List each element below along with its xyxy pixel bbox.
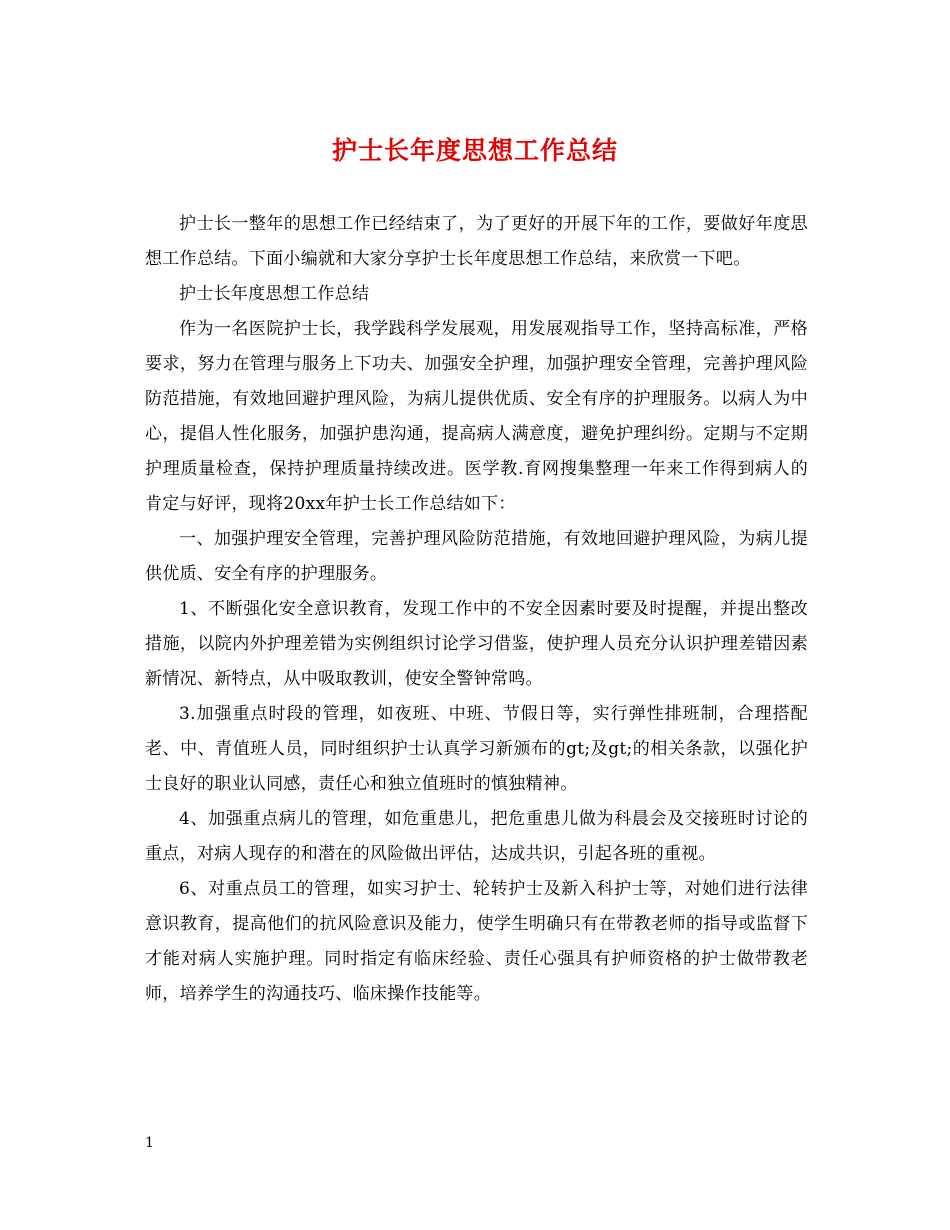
paragraph-item-6: 6、对重点员工的管理，如实习护士、轮转护士及新入科护士等，对她们进行法律意识教育，提高他们的抗风险意识及能力，使学生明确只有在带教老师的指导或监督下才能对病人实施护理。同时指定有临床经验、责任心强具有护师资格的护士做带教老师，培养学生的沟通技巧、临床操作技能等。	[145, 879, 808, 1004]
paragraph-intro: 护士长一整年的思想工作已经结束了，为了更好的开展下年的工作，要做好年度思想工作总结。下面小编就和大家分享护士长年度思想工作总结，来欣赏一下吧。	[145, 214, 808, 269]
paragraph-section-one: 一、加强护理安全管理，完善护理风险防范措施，有效地回避护理风险，为病儿提供优质、安全有序的护理服务。	[145, 529, 808, 584]
document-title: 护士长年度思想工作总结	[331, 136, 618, 165]
document-body	[145, 207, 808, 1012]
paragraph-subtitle: 护士长年度思想工作总结	[179, 284, 370, 304]
paragraph-item-3: 3.加强重点时段的管理，如夜班、中班、节假日等，实行弹性排班制，合理搭配老、中、青值班人员，同时组织护士认真学习新颁布的gt;及gt;的相关条款，以强化护士良好的职业认同感，责任心和独立值班时的慎独精神。	[145, 704, 808, 794]
paragraph-item-4: 4、加强重点病儿的管理，如危重患儿，把危重患儿做为科晨会及交接班时讨论的重点，对病人现存的和潜在的风险做出评估，达成共识，引起各班的重视。	[145, 809, 808, 864]
paragraph-overview: 作为一名医院护士长，我学践科学发展观，用发展观指导工作，坚持高标准，严格要求，努力在管理与服务上下功夫、加强安全护理，加强护理安全管理，完善护理风险防范措施，有效地回避护理风险，为病儿提供优质、安全有序的护理服务。以病人为中心，提倡人性化服务，加强护患沟通，提高病人满意度，避免护理纠纷。定期与不定期护理质量检查，保持护理质量持续改进。医学教.育网搜集整理一年来工作得到病人的肯定与好评，现将20xx年护士长工作总结如下：	[145, 319, 808, 514]
paragraph-item-1: 1、不断强化安全意识教育，发现工作中的不安全因素时要及时提醒，并提出整改措施，以院内外护理差错为实例组织讨论学习借鉴，使护理人员充分认识护理差错因素新情况、新特点，从中吸取教训，使安全警钟常鸣。	[145, 599, 808, 689]
page-number: 1	[145, 1135, 154, 1151]
